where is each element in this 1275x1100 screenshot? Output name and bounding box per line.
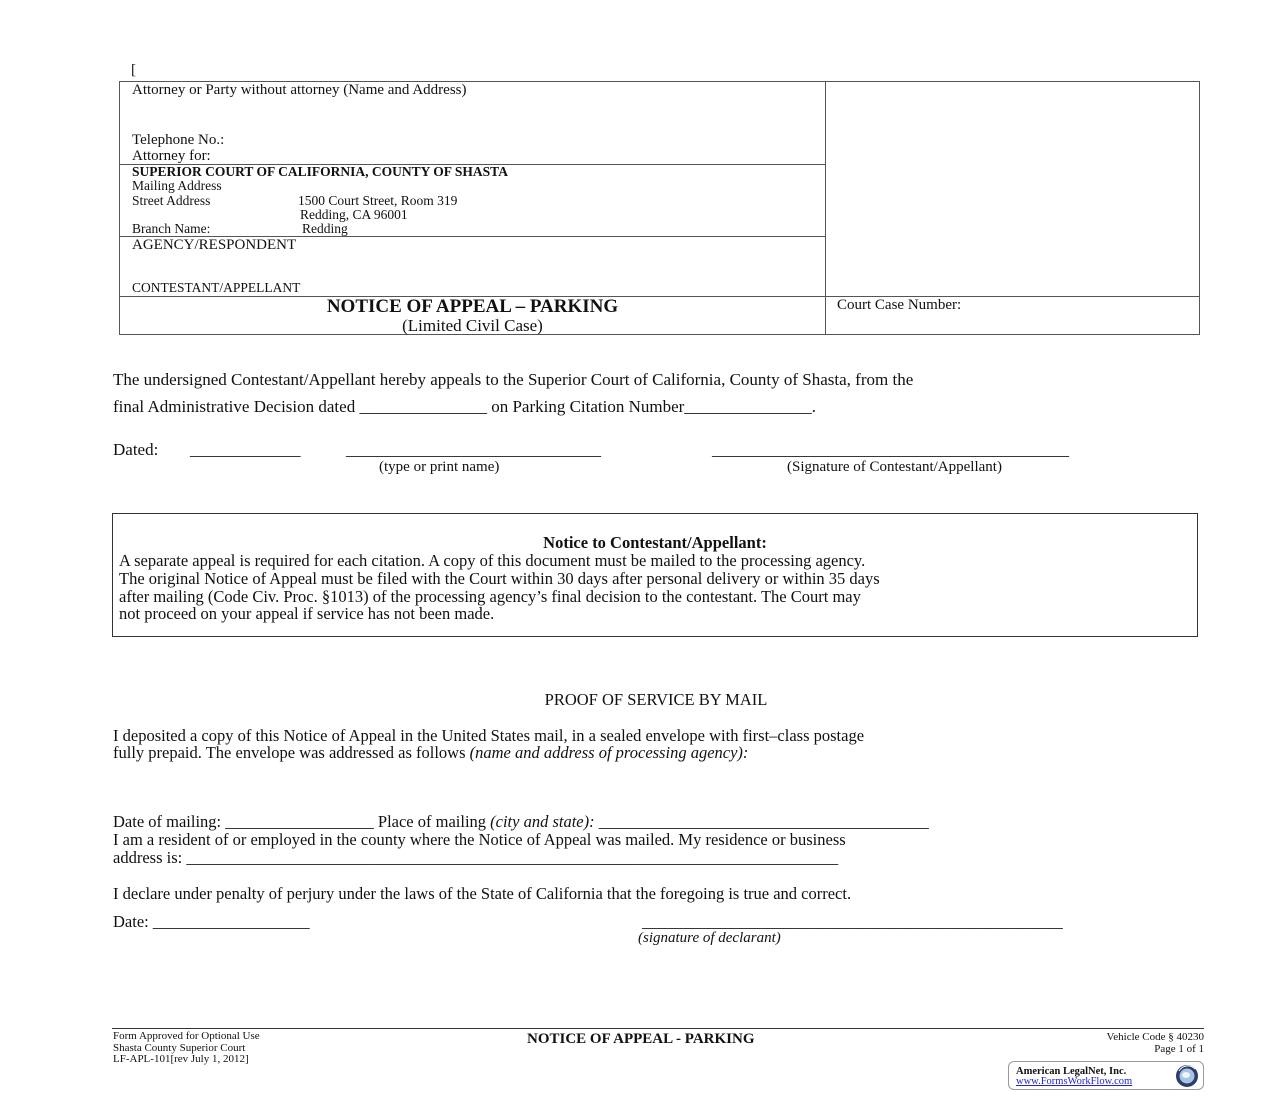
notice-line: A separate appeal is required for each citation. A copy of this document must be mailed to the processing agency. xyxy=(119,551,866,570)
dated-label: Dated: xyxy=(113,440,159,459)
footer-left-line: Form Approved for Optional Use xyxy=(113,1030,260,1042)
declaration-date-field[interactable]: Date: ___________________ xyxy=(113,912,310,931)
footer-rule xyxy=(112,1028,1204,1029)
notice-line: not proceed on your appeal if service has not been made. xyxy=(119,604,495,624)
brand-name: American LegalNet, Inc. xyxy=(1016,1066,1127,1077)
print-name-caption: (type or print name) xyxy=(379,459,500,475)
deposit-line-2-italic: (name and address of processing agency): xyxy=(469,743,749,762)
footer-left-line: Shasta County Superior Court xyxy=(113,1041,246,1054)
notice-line: The original Notice of Appeal must be filed with the Court within 30 days after personal delivery or within 35 days xyxy=(119,568,880,588)
case-number-label: Court Case Number: xyxy=(837,297,962,313)
notice-body xyxy=(119,552,1189,623)
appeal-line-2: final Administrative Decision dated _______________ on Parking Citation Number_______________. xyxy=(113,397,817,416)
street-address-line2: Redding, CA 96001 xyxy=(300,207,408,222)
footer-title: NOTICE OF APPEAL - PARKING xyxy=(527,1031,755,1047)
dated-field[interactable]: _____________ xyxy=(190,440,301,459)
deposit-line-2-text: fully prepaid. The envelope was addressed as follows xyxy=(113,743,470,762)
street-address-label: Street Address xyxy=(132,193,211,208)
mailing-date-line[interactable] xyxy=(113,812,929,832)
branch-name-label: Branch Name: xyxy=(132,221,211,236)
proof-heading: PROOF OF SERVICE BY MAIL xyxy=(544,690,768,709)
resident-line: I am a resident of or employed in the county where the Notice of Appeal was mailed. My residence or business xyxy=(113,830,846,849)
date-of-mailing-field[interactable]: Date of mailing: __________________ Place of mailing xyxy=(113,812,491,831)
attorney-for-label: Attorney for: xyxy=(132,148,211,164)
print-name-field[interactable]: ______________________________ xyxy=(346,440,601,459)
telephone-label: Telephone No.: xyxy=(132,132,225,148)
place-of-mailing-field[interactable]: ________________________________________ xyxy=(594,812,929,831)
court-name: SUPERIOR COURT OF CALIFORNIA, COUNTY OF SHASTA xyxy=(132,164,508,179)
notice-box xyxy=(112,513,1198,637)
footer-right xyxy=(1107,1031,1204,1055)
brand-link[interactable]: www.FormsWorkFlow.com xyxy=(1016,1076,1133,1087)
contestant-label: CONTESTANT/APPELLANT xyxy=(132,280,301,295)
brand-badge[interactable] xyxy=(1008,1061,1204,1090)
declare-line: I declare under penalty of perjury under the laws of the State of California that the foregoing is true and correct. xyxy=(113,884,852,903)
declarant-signature-field[interactable]: ___________________________________________________ xyxy=(642,912,1063,931)
notice-title: Notice to Contestant/Appellant: xyxy=(543,533,767,552)
page-number: Page 1 of 1 xyxy=(1154,1043,1204,1055)
globe-logo-icon xyxy=(1175,1064,1199,1088)
street-address-line1: 1500 Court Street, Room 319 xyxy=(298,193,458,208)
notice-line: after mailing (Code Civ. Proc. §1013) of the processing agency’s final decision to the contestant. The Court may xyxy=(119,586,861,606)
form-subtitle: (Limited Civil Case) xyxy=(402,316,543,335)
address-field[interactable]: address is: _______________________________________________________________________________ xyxy=(113,848,839,867)
agency-label: AGENCY/RESPONDENT xyxy=(132,237,297,253)
vehicle-code: Vehicle Code § 40230 xyxy=(1106,1031,1204,1043)
deposit-line-2 xyxy=(113,743,748,763)
deposit-line-1: I deposited a copy of this Notice of Appeal in the United States mail, in a sealed envelope with first–class postage xyxy=(113,726,865,745)
signature-caption: (Signature of Contestant/Appellant) xyxy=(787,459,1002,475)
mailing-address-label: Mailing Address xyxy=(132,178,222,193)
footer-left xyxy=(113,1031,260,1066)
signature-field[interactable]: __________________________________________ xyxy=(712,440,1069,459)
appeal-line-1: The undersigned Contestant/Appellant hereby appeals to the Superior Court of California, County of Shasta, from the xyxy=(113,370,914,389)
footer-left-line: LF-APL-101[rev July 1, 2012] xyxy=(113,1053,249,1065)
form-title: NOTICE OF APPEAL – PARKING xyxy=(326,296,619,317)
declarant-signature-caption: (signature of declarant) xyxy=(638,930,781,946)
caption-box xyxy=(119,81,1200,335)
attorney-label: Attorney or Party without attorney (Name and Address) xyxy=(132,82,467,98)
bracket-mark: [ xyxy=(131,62,136,78)
place-of-mailing-italic: (city and state): xyxy=(490,812,595,831)
branch-name-value: Redding xyxy=(302,221,348,236)
